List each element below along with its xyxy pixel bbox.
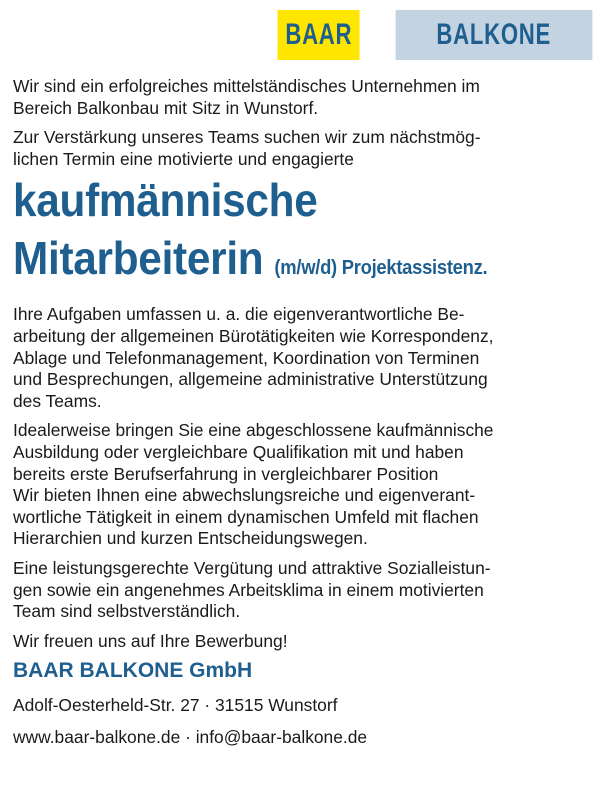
offer-line-3: Hierarchien und kurzen Entscheidungswegen. [13, 528, 368, 549]
company-contact: www.baar-balkone.de · info@baar-balkone.de [13, 727, 368, 748]
tasks-line-5: des Teams. [13, 390, 102, 411]
tasks-line-3: Ablage und Telefonmanagement, Koordination von Terminen [13, 347, 480, 368]
offer-line-1: Wir bieten Ihnen eine abwechslungsreiche und eigenverant- [13, 485, 476, 506]
headline-title: Mitarbeiterin [13, 232, 264, 285]
benefits-line-3: Team sind selbstverständlich. [13, 601, 241, 622]
benefits-line-1: Eine leistungsgerechte Vergütung und attraktive Sozialleistun- [13, 557, 491, 578]
company-address: Adolf-Oesterheld-Str. 27 · 31515 Wunstorf [13, 695, 338, 716]
search-line-2: lichen Termin eine motivierte und engagierte [13, 148, 354, 169]
headline-line-2 [13, 230, 559, 296]
headline-line-1: kaufmännische [13, 174, 318, 227]
intro-line-1: Wir sind ein erfolgreiches mittelständisches Unternehmen im [13, 76, 480, 96]
tasks-line-1: Ihre Aufgaben umfassen u. a. die eigenverantwortliche Be- [13, 304, 465, 325]
intro-line-2: Bereich Balkonbau mit Sitz in Wunstorf. [13, 97, 319, 118]
tasks-line-2: arbeitung der allgemeinen Bürotätigkeiten wie Korrespondenz, [13, 325, 494, 346]
company-logo [268, 10, 614, 60]
search-line-1: Zur Verstärkung unseres Teams suchen wir zum nächstmög- [13, 127, 481, 148]
closing-line: Wir freuen uns auf Ihre Bewerbung! [13, 630, 288, 651]
profile-line-1: Idealerweise bringen Sie eine abgeschlossene kaufmännische [13, 420, 494, 441]
offer-line-2: wortliche Tätigkeit in einem dynamischen Umfeld mit flachen [13, 506, 479, 527]
job-ad-body [13, 76, 607, 750]
logo-baar: BAAR [278, 10, 365, 60]
benefits-line-2: gen sowie ein angenehmes Arbeitsklima in einem motivierten [13, 579, 484, 600]
profile-line-3: bereits erste Berufserfahrung in vergleichbarer Position [13, 463, 439, 484]
company-name: BAAR BALKONE GmbH [13, 659, 253, 683]
tasks-line-4: und Besprechungen, allgemeine administrative Unterstützung [13, 369, 488, 390]
logo-balkone: BALKONE [396, 10, 593, 60]
profile-line-2: Ausbildung oder vergleichbare Qualifikation mit und haben [13, 441, 464, 462]
headline-suffix: (m/w/d) Projektassistenz. [274, 257, 488, 280]
